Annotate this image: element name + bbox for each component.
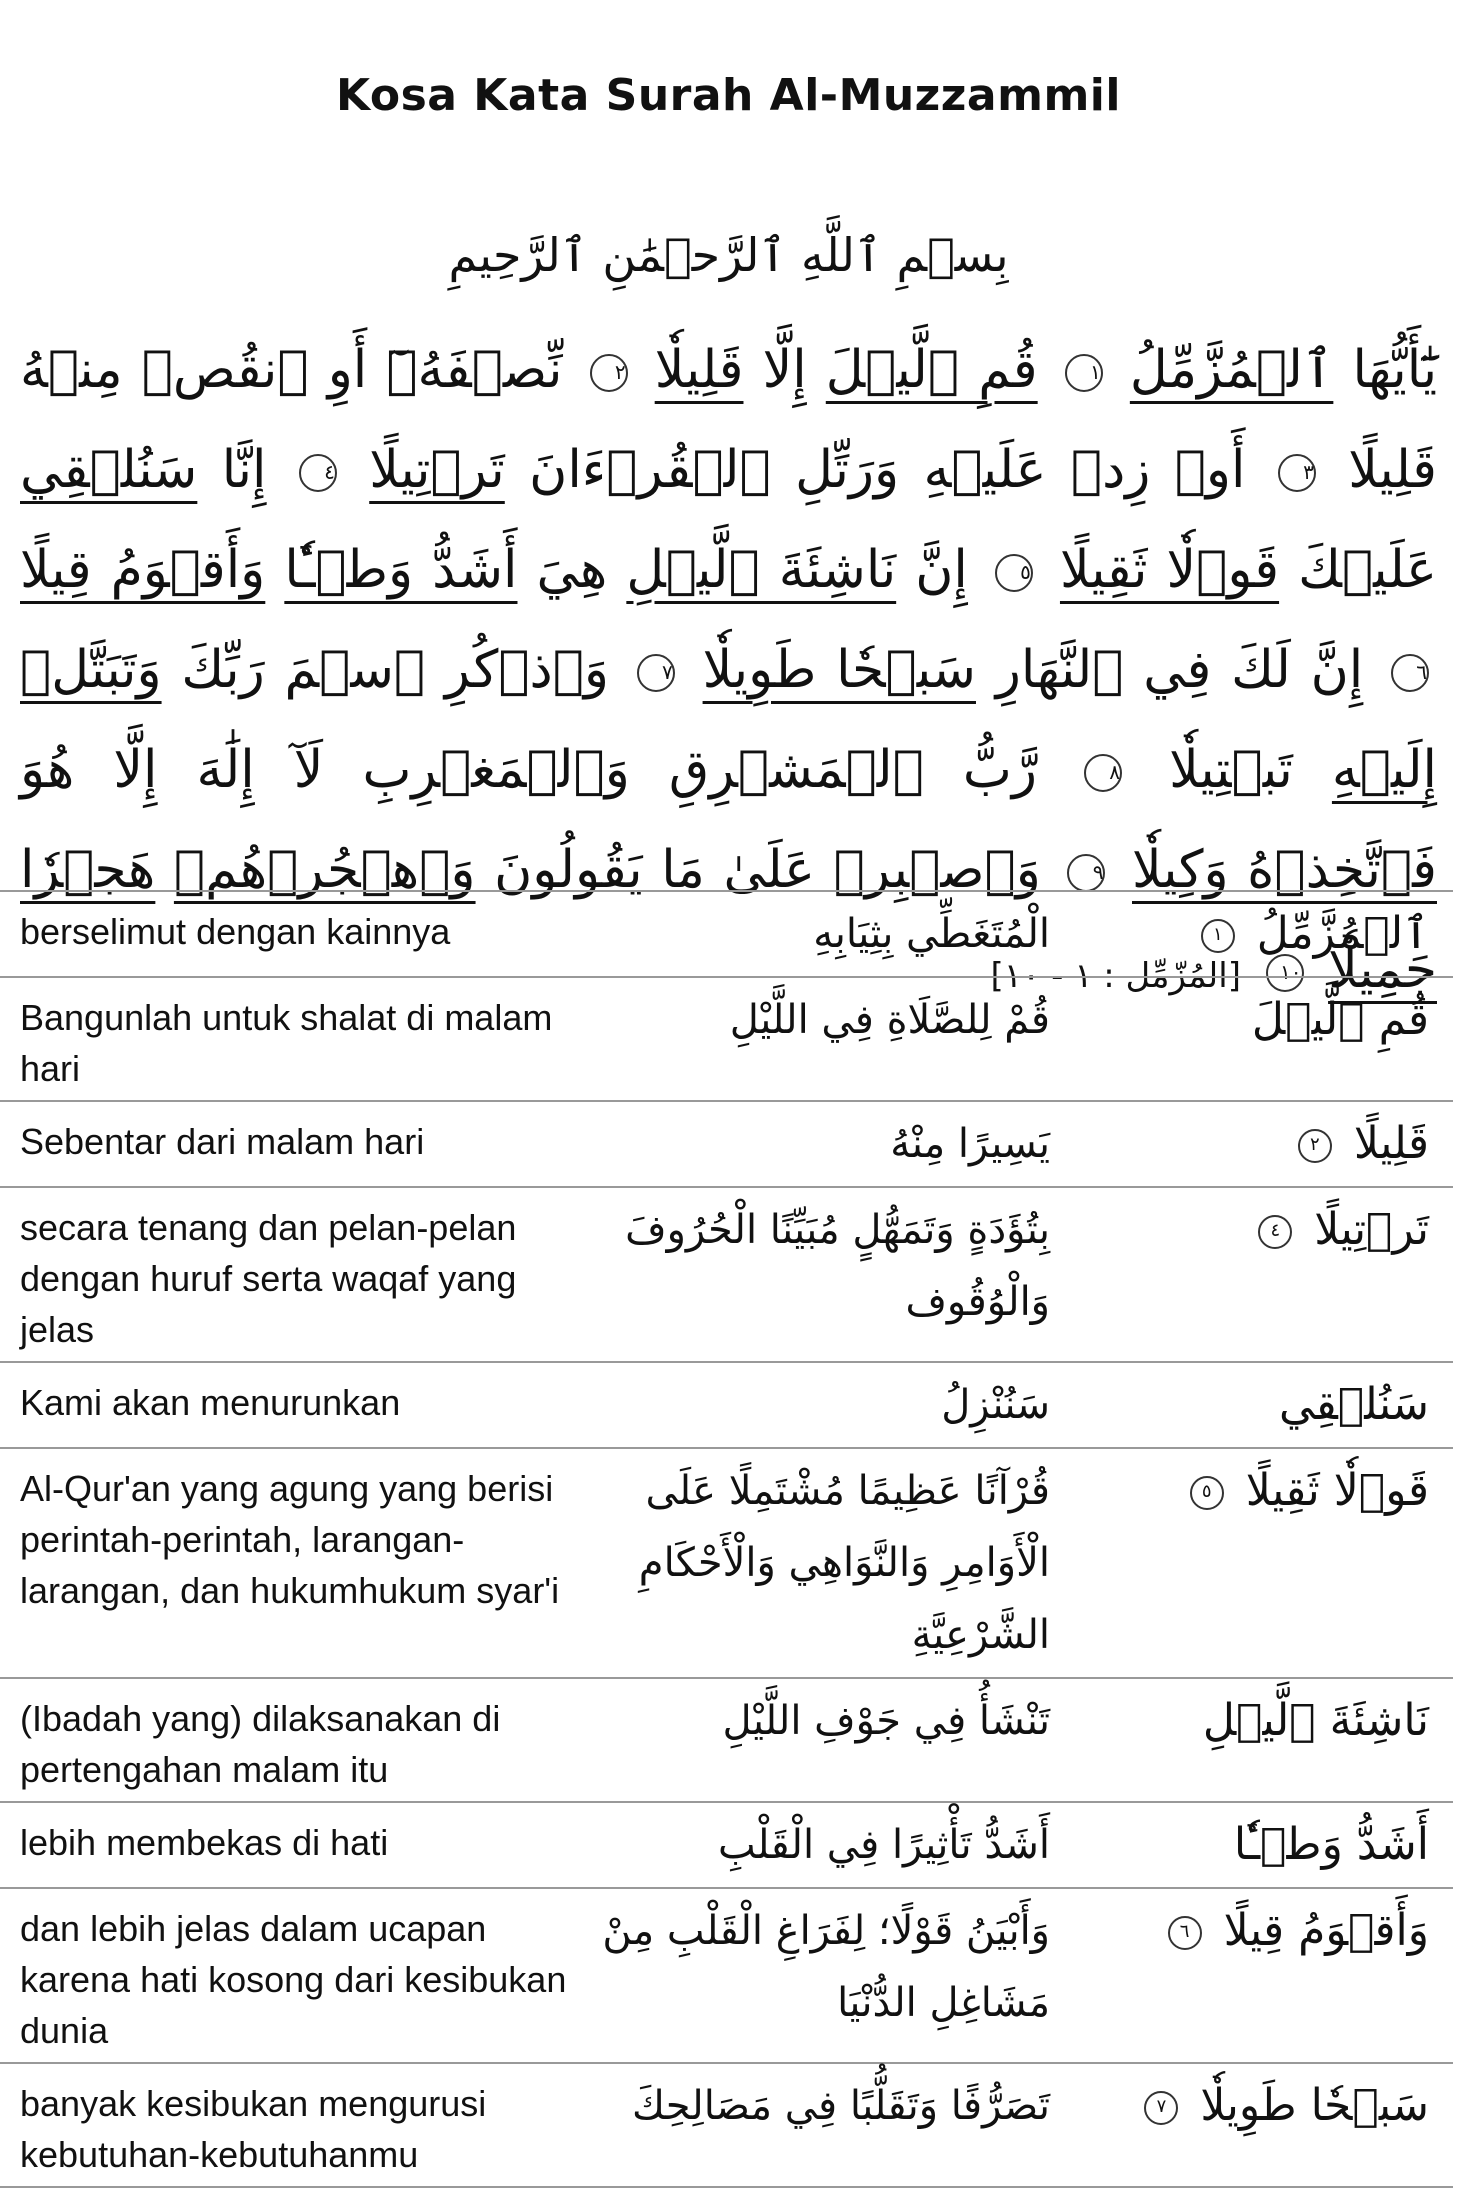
verse-number-marker: ٢ (590, 354, 628, 392)
underlined-vocab-word: سَبۡحٗا طَوِيلٗا (702, 640, 976, 700)
verse-text: نِّصۡفَهُۥٓ أَوِ ٱنقُصۡ مِنۡهُ قَلِيلًا (20, 340, 1438, 500)
tafsir-cell: تَنْشَأُ فِي جَوْفِ اللَّيْلِ (590, 1678, 1050, 1802)
arabic-word (1234, 1809, 1429, 1881)
underlined-vocab-word: هَجۡرٗا جَمِيلٗا (20, 840, 1437, 1000)
arabic-word (1258, 1194, 1429, 1266)
meaning-cell: Bangunlah untuk shalat di malam hari (0, 977, 590, 1101)
verse-number-marker: ٥ (1190, 1476, 1224, 1510)
page-title: Kosa Kata Surah Al-Muzzammil (336, 70, 1121, 121)
verse-number-marker: ١ (1065, 354, 1103, 392)
arabic-word (1279, 1369, 1429, 1441)
table-row (0, 2063, 1453, 2187)
arabic-word-cell (1050, 1187, 1453, 1362)
verse-number-marker: ٩ (1067, 854, 1105, 892)
arabic-word-text: وَأَقۡوَمُ قِيلًا (1223, 1905, 1429, 1956)
arabic-word (1144, 2070, 1429, 2142)
underlined-vocab-word: فَٱتَّخِذۡهُ وَكِيلٗا (1132, 840, 1437, 900)
verse-text: عَلَيۡكَ (1298, 540, 1438, 600)
tafsir-cell: أَشَدُّ تَأْثِيرًا فِي الْقَلْبِ (590, 1802, 1050, 1888)
underlined-vocab-word: قَلِيلٗا (654, 340, 744, 400)
verse (563, 340, 1038, 400)
tafsir-cell: قُرْآنًا عَظِيمًا مُشْتَمِلًا عَلَى الْأَوَامِرِ وَالنَّوَاهِي وَالْأَحْكَامِ الشَّرْعِيَّةِ (590, 1448, 1050, 1678)
underlined-vocab-word: سَنُلۡقِي (20, 440, 198, 500)
verse-reference: [المُزّمِّل : ١ - ١٠] (990, 956, 1241, 996)
arabic-word-text: ٱلۡمُزَّمِّلُ (1256, 908, 1429, 959)
arabic-word-cell (1050, 1448, 1453, 1678)
verse-number-marker: ١ (1201, 919, 1235, 953)
verse-text: تَبۡتِيلٗا (1169, 740, 1293, 800)
verse (266, 440, 1245, 500)
tafsir-cell: بِتُؤَدَةٍ وَتَمَهُّلٍ مُبَيِّنًا الْحُرُوفَ وَالْوُقُوف (590, 1187, 1050, 1362)
table-row (0, 891, 1453, 977)
meaning-cell: berselimut dengan kainnya (0, 891, 590, 977)
underlined-vocab-word: قَوۡلٗا ثَقِيلًا (1059, 540, 1280, 600)
verse-number-marker: ٢ (1298, 1129, 1332, 1163)
verse-number-marker: ٦ (1168, 1916, 1202, 1950)
tafsir-cell: قُمْ لِلصَّلَاةِ فِي اللَّيْلِ (590, 977, 1050, 1101)
verse-text: إِنَّ (915, 540, 968, 600)
verse (609, 640, 1363, 700)
arabic-word-cell (1050, 1888, 1453, 2063)
meaning-cell: Al-Qur'an yang agung yang berisi perintah-perintah, larangan-larangan, dan hukumhukum syar'i (0, 1448, 590, 1678)
arabic-word-cell (1050, 1362, 1453, 1448)
tafsir-cell: وَأَبْيَنُ قَوْلًا؛ لِفَرَاغِ الْقَلْبِ مِنْ مَشَاغِلِ الدُّنْيَا (590, 1888, 1050, 2063)
table-row (0, 1678, 1453, 1802)
underlined-vocab-word: ٱلۡمُزَّمِّلُ (1129, 340, 1334, 400)
meaning-cell: Sebentar dari malam hari (0, 1101, 590, 1187)
arabic-word-text: قَوۡلٗا ثَقِيلًا (1245, 1465, 1429, 1516)
underlined-vocab-word: نَاشِئَةَ ٱلَّيۡلِ (626, 540, 897, 600)
tafsir-cell: يَسِيرًا مِنْهُ (590, 1101, 1050, 1187)
arabic-word (1190, 1455, 1429, 1527)
vocabulary-table (0, 890, 1453, 2188)
arabic-word (1168, 1895, 1429, 1967)
table-row (0, 1101, 1453, 1187)
underlined-vocab-word: أَشَدُّ وَطۡـٔٗا (284, 540, 518, 600)
underlined-vocab-word: وَأَقۡوَمُ قِيلًا (20, 540, 266, 600)
table-row (0, 1187, 1453, 1362)
verse-text: إِنَّا (221, 440, 267, 500)
meaning-cell: Kami akan menurunkan (0, 1362, 590, 1448)
meaning-cell: secara tenang dan pelan-pelan dengan huruf serta waqaf yang jelas (0, 1187, 590, 1362)
arabic-word-cell (1050, 1802, 1453, 1888)
arabic-word-text: سَنُلۡقِي (1278, 1379, 1429, 1430)
table-row (0, 1802, 1453, 1888)
arabic-word-text: نَاشِئَةَ ٱلَّيۡلِ (1202, 1695, 1429, 1746)
underlined-vocab-word: قُمِ ٱلَّيۡلَ (825, 340, 1038, 400)
underlined-vocab-word: وَٱهۡجُرۡهُمۡ (173, 840, 476, 900)
arabic-word-text: قَلِيلًا (1353, 1118, 1429, 1169)
meaning-cell: lebih membekas di hati (0, 1802, 590, 1888)
verse-number-marker: ٦ (1391, 654, 1429, 692)
table-row (0, 977, 1453, 1101)
verse-number-marker: ٤ (1258, 1215, 1292, 1249)
verse-number-marker: ٧ (1144, 2091, 1178, 2125)
arabic-word (1203, 1685, 1429, 1757)
arabic-word (1252, 984, 1429, 1056)
verse-text: هِيَ (536, 540, 608, 600)
table-row (0, 1362, 1453, 1448)
underlined-vocab-word: وَتَبَتَّلۡ إِلَيۡهِ (20, 640, 1437, 800)
meaning-cell: banyak kesibukan mengurusi kebutuhan-kebutuhanmu (0, 2063, 590, 2187)
verse-number-marker: ٨ (1084, 754, 1122, 792)
arabic-word (1298, 1108, 1429, 1180)
verse-number-marker: ٧ (637, 654, 675, 692)
verse-text: وَٱصۡبِرۡ عَلَىٰ مَا يَقُولُونَ (494, 840, 1041, 900)
underlined-vocab-word: تَرۡتِيلًا (369, 440, 505, 500)
arabic-word-cell (1050, 977, 1453, 1101)
arabic-word-cell (1050, 1101, 1453, 1187)
arabic-word-cell (1050, 1678, 1453, 1802)
verse-number-marker: ٥ (995, 554, 1033, 592)
arabic-word (1201, 898, 1429, 970)
arabic-word-text: تَرۡتِيلًا (1314, 1204, 1429, 1255)
arabic-word-text: قُمِ ٱلَّيۡلَ (1251, 994, 1429, 1045)
verse-number-marker: ١٠ (1266, 954, 1304, 992)
meaning-cell: (Ibadah yang) dilaksanakan di pertengahan malam itu (0, 1678, 590, 1802)
table-row (0, 1888, 1453, 2063)
verse (1038, 340, 1437, 400)
verse-number-marker: ٤ (299, 454, 337, 492)
arabic-word-text: أَشَدُّ وَطۡـٔٗا (1233, 1819, 1429, 1870)
tafsir-cell: الْمُتَغَطِّي بِثِيَابِهِ (590, 891, 1050, 977)
verse-text: رَّبُّ ٱلۡمَشۡرِقِ وَٱلۡمَغۡرِبِ لَآ إِلَٰهَ إِلَّا هُوَ (20, 740, 1037, 800)
meaning-cell: dan lebih jelas dalam ucapan karena hati kosong dari kesibukan dunia (0, 1888, 590, 2063)
verse-text: يَٰٓأَيُّهَا (1352, 340, 1438, 400)
verse-text: وَٱذۡكُرِ ٱسۡمَ رَبِّكَ (181, 640, 610, 700)
verse-text: إِلَّا (762, 340, 807, 400)
table-row (0, 1448, 1453, 1678)
verse-text: أَوۡ زِدۡ عَلَيۡهِ وَرَتِّلِ ٱلۡقُرۡءَانَ (529, 440, 1246, 500)
tafsir-cell: سَنُنْزِلُ (590, 1362, 1050, 1448)
arabic-word-cell (1050, 2063, 1453, 2187)
tafsir-cell: تَصَرُّفًا وَتَقَلُّبًا فِي مَصَالِحِكَ (590, 2063, 1050, 2187)
arabic-word-text: سَبۡحٗا طَوِيلٗا (1200, 2080, 1429, 2131)
verse-number-marker: ٣ (1278, 454, 1316, 492)
verse-text: إِنَّ لَكَ فِي ٱلنَّهَارِ (995, 640, 1364, 700)
arabic-word-cell (1050, 891, 1453, 977)
bismillah: بِسۡمِ ٱللَّهِ ٱلرَّحۡمَٰنِ ٱلرَّحِيمِ (448, 228, 1009, 282)
